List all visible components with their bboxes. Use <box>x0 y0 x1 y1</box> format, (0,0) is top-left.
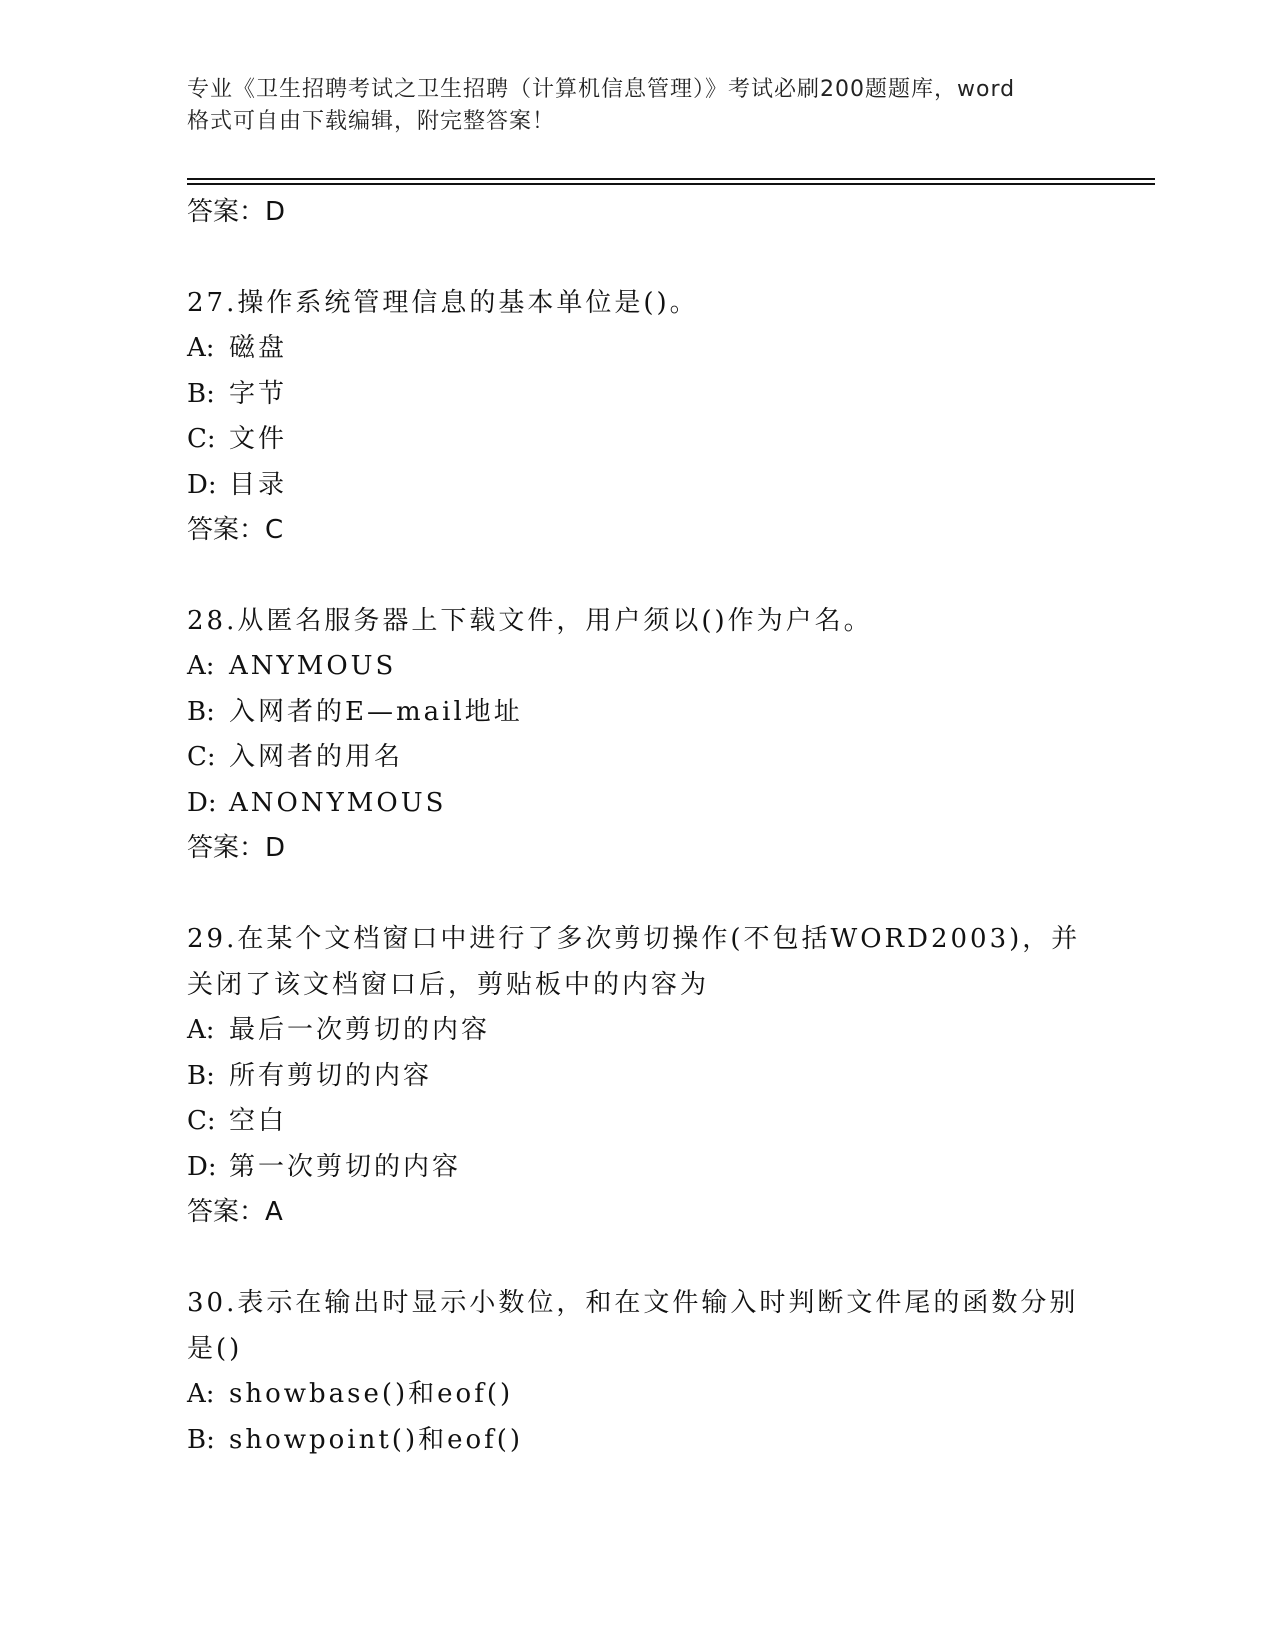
option-letter: C: <box>187 742 216 772</box>
option-d <box>187 781 1087 827</box>
answer-line: 答案：C <box>187 515 284 545</box>
option-b <box>187 690 1087 736</box>
document-header <box>187 74 1087 138</box>
page-content <box>187 190 1087 1463</box>
option-text: 最后一次剪切的内容 <box>229 1015 491 1045</box>
option-c <box>187 1099 1087 1145</box>
header-line-1: 专业《卫生招聘考试之卫生招聘（计算机信息管理）》考试必刷200题题库，word <box>187 77 1016 102</box>
option-text: showbase()和eof() <box>229 1379 514 1409</box>
option-text: 磁盘 <box>229 333 288 363</box>
option-letter: D: <box>187 787 217 818</box>
option-text: 文件 <box>229 424 288 454</box>
option-text: 第一次剪切的内容 <box>229 1151 462 1182</box>
option-c <box>187 417 1087 463</box>
option-a <box>187 326 1087 372</box>
answer-line: 答案：A <box>187 1197 283 1227</box>
option-letter: B: <box>187 1424 215 1455</box>
option-text: showpoint()和eof() <box>229 1424 524 1455</box>
header-divider-top <box>187 178 1155 180</box>
option-text: 所有剪切的内容 <box>229 1060 433 1091</box>
question-block-27 <box>187 280 1087 552</box>
question-block-30 <box>187 1280 1087 1463</box>
option-letter: D: <box>187 469 217 500</box>
answer-line: 答案：D <box>187 833 286 863</box>
option-a <box>187 644 1087 690</box>
option-text: ANONYMOUS <box>229 787 447 818</box>
option-text: 入网者的E—mail地址 <box>229 696 523 727</box>
option-text: 目录 <box>229 469 288 500</box>
option-letter: A: <box>187 333 215 363</box>
option-text: 字节 <box>229 378 288 409</box>
option-letter: C: <box>187 424 216 454</box>
option-letter: C: <box>187 1106 216 1136</box>
question-block-28 <box>187 598 1087 870</box>
option-letter: D: <box>187 1151 217 1182</box>
option-d <box>187 463 1087 509</box>
option-letter: A: <box>187 651 215 681</box>
option-letter: A: <box>187 1015 215 1045</box>
option-d <box>187 1145 1087 1191</box>
option-letter: B: <box>187 1060 215 1091</box>
option-text: 入网者的用名 <box>229 742 404 772</box>
option-b <box>187 1054 1087 1100</box>
header-divider-bottom <box>187 183 1155 185</box>
option-letter: B: <box>187 378 215 409</box>
answer-line: 答案：D <box>187 197 286 227</box>
option-b <box>187 372 1087 418</box>
question-text: 28.从匿名服务器上下载文件，用户须以()作为户名。 <box>187 606 873 636</box>
option-letter: A: <box>187 1379 215 1409</box>
question-block-29 <box>187 916 1087 1234</box>
question-text: 29.在某个文档窗口中进行了多次剪切操作(不包括WORD2003)，并关闭了该文档窗口后，剪贴板中的内容为 <box>187 924 1081 1000</box>
option-b <box>187 1418 1087 1464</box>
option-letter: B: <box>187 696 215 727</box>
header-line-2: 格式可自由下载编辑，附完整答案！ <box>187 109 556 134</box>
option-text: ANYMOUS <box>229 651 397 681</box>
option-text: 空白 <box>229 1106 288 1136</box>
option-a <box>187 1372 1087 1418</box>
question-text: 27.操作系统管理信息的基本单位是()。 <box>187 288 699 318</box>
question-text: 30.表示在输出时显示小数位，和在文件输入时判断文件尾的函数分别是() <box>187 1288 1079 1364</box>
option-a <box>187 1008 1087 1054</box>
option-c <box>187 735 1087 781</box>
